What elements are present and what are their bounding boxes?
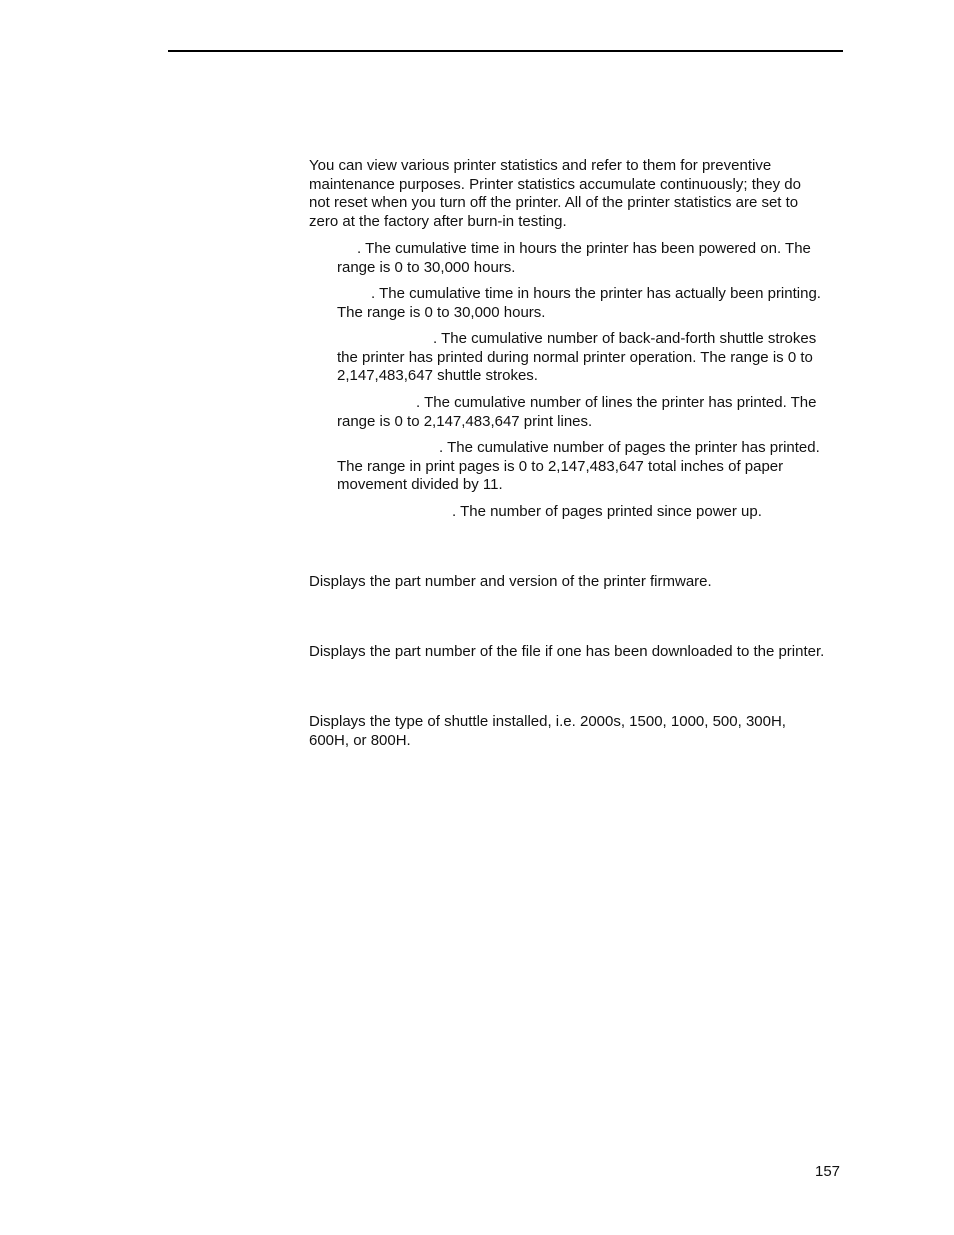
stat-line: range is 0 to 2,147,483,647 print lines.	[337, 412, 593, 430]
stat-line: 2,147,483,647 shuttle strokes.	[337, 367, 538, 384]
header-rule	[168, 50, 843, 52]
intro-paragraph	[309, 157, 801, 231]
stat-line: The range is 0 to 30,000 hours.	[337, 303, 546, 321]
file-line: Displays the part number of the file if one has been downloaded to the printer.	[309, 643, 825, 660]
stat-line: . The cumulative number of pages the printer has printed.	[439, 439, 820, 456]
page-number: 157	[815, 1163, 841, 1180]
file-description	[309, 643, 824, 662]
stat-printing-time	[337, 285, 821, 322]
stat-line: The range in print pages is 0 to 2,147,483,647 total inches of paper	[337, 457, 784, 475]
stat-shuttle-strokes	[337, 330, 816, 386]
stat-pages-since-power-up	[337, 503, 762, 522]
stat-print-pages	[337, 439, 820, 495]
intro-line: You can view various printer statistics and refer to them for preventive	[309, 157, 772, 174]
stat-line: . The cumulative number of lines the printer has printed. The	[416, 394, 817, 411]
stat-print-lines	[337, 394, 817, 431]
stat-line: movement divided by 11.	[337, 476, 503, 493]
stat-line: . The cumulative time in hours the printer has been powered on. The	[357, 240, 811, 257]
intro-line: zero at the factory after burn-in testing.	[309, 212, 567, 230]
shuttle-line: 600H, or 800H.	[309, 731, 411, 749]
shuttle-description	[309, 713, 786, 750]
firmware-description	[309, 573, 712, 592]
firmware-line: Displays the part number and version of the printer firmware.	[309, 573, 712, 590]
stat-powered-on	[337, 240, 811, 277]
stat-line: the printer has printed during normal printer operation. The range is 0 to	[337, 348, 813, 366]
stat-line: range is 0 to 30,000 hours.	[337, 258, 516, 276]
stat-line: . The number of pages printed since power up.	[452, 503, 762, 520]
stat-line: . The cumulative number of back-and-forth shuttle strokes	[433, 330, 817, 347]
stat-line: . The cumulative time in hours the printer has actually been printing.	[371, 285, 821, 302]
intro-line: not reset when you turn off the printer. All of the printer statistics are set to	[309, 194, 799, 211]
intro-line: maintenance purposes. Printer statistics accumulate continuously; they do	[309, 175, 801, 193]
shuttle-line: Displays the type of shuttle installed, i.e. 2000s, 1500, 1000, 500, 300H,	[309, 713, 786, 730]
